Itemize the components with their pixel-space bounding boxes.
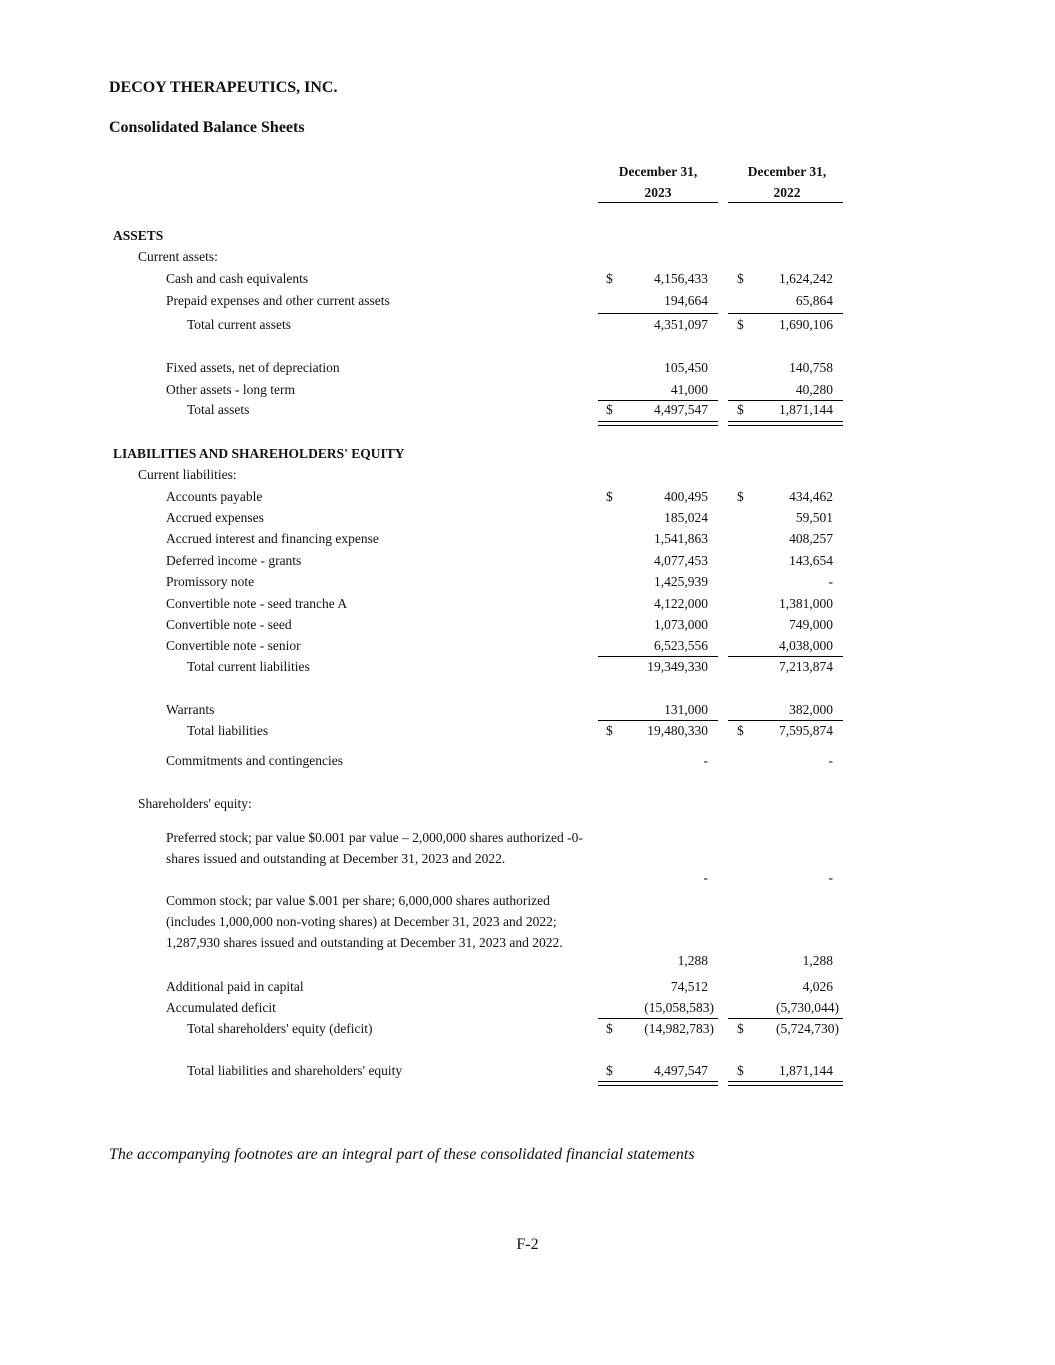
column-header-underline [598, 202, 718, 203]
currency-symbol: $ [737, 1021, 744, 1036]
table-row [0, 702, 1055, 720]
amount-2023: 1,288 [677, 953, 708, 968]
current-liabilities-heading-row [0, 467, 1055, 485]
amount-2023: 4,351,097 [654, 317, 708, 332]
row-label: Total assets [187, 402, 250, 417]
currency-symbol: $ [606, 489, 613, 504]
row-label: Warrants [166, 702, 215, 717]
table-row [0, 659, 1055, 677]
table-row [0, 531, 1055, 549]
row-label: Additional paid in capital [166, 979, 304, 994]
table-row [0, 382, 1055, 400]
amount-2023: 4,122,000 [654, 596, 708, 611]
preferred-stock-label: Preferred stock; par value $0.001 par value – 2,000,000 shares authorized -0- shares issued and outstanding at December 31, 2023 and 2022. [166, 830, 583, 866]
column-header-2022-year: 2022 [773, 185, 801, 200]
row-label: Prepaid expenses and other current assets [166, 293, 390, 308]
table-row [0, 723, 1055, 741]
assets-heading-row [0, 228, 1055, 246]
row-label: Convertible note - seed [166, 617, 292, 632]
liabilities-heading-row [0, 446, 1055, 464]
table-row [0, 617, 1055, 635]
amount-2022: 408,257 [789, 531, 833, 546]
subtotal-rule [728, 720, 843, 721]
amount-2022: 65,864 [795, 293, 833, 308]
subtotal-rule [728, 1018, 843, 1019]
footnote: The accompanying footnotes are an integral part of these consolidated financial statements [109, 1146, 695, 1163]
liabilities-heading: LIABILITIES AND SHAREHOLDERS' EQUITY [113, 446, 405, 461]
amount-2022: 1,690,106 [779, 317, 833, 332]
amount-2023: 19,480,330 [647, 723, 708, 738]
amount-2023: 194,664 [664, 293, 708, 308]
row-label: Total liabilities and shareholders' equity [187, 1063, 403, 1078]
column-header-2023-year: 2023 [644, 185, 672, 200]
table-row [0, 489, 1055, 507]
table-row [0, 638, 1055, 656]
table-row [0, 574, 1055, 592]
amount-2023: 185,024 [664, 510, 708, 525]
amount-2022: 1,381,000 [779, 596, 833, 611]
currency-symbol: $ [737, 1063, 744, 1078]
row-label: Convertible note - senior [166, 638, 301, 653]
subtotal-rule [598, 400, 718, 401]
company-name: DECOY THERAPEUTICS, INC. [109, 79, 338, 96]
amount-2023: 1,425,939 [654, 574, 708, 589]
table-row [0, 979, 1055, 997]
amount-2022: 1,871,144 [779, 1063, 833, 1078]
subtotal-rule [728, 656, 843, 657]
amount-2022: 143,654 [789, 553, 833, 568]
table-row [0, 553, 1055, 571]
table-row [0, 271, 1055, 289]
amount-2022: 749,000 [789, 617, 833, 632]
amount-2023: 400,495 [664, 489, 708, 504]
amount-2023: 1,541,863 [654, 531, 708, 546]
amount-2022: 382,000 [789, 702, 833, 717]
equity-heading: Shareholders' equity: [138, 796, 252, 811]
amount-2023: - [703, 753, 708, 768]
statement-title: Consolidated Balance Sheets [109, 119, 305, 136]
table-row [0, 293, 1055, 311]
amount-2022: 4,026 [802, 979, 833, 994]
amount-2022: 1,624,242 [779, 271, 833, 286]
amount-2022: 1,871,144 [779, 402, 833, 417]
subtotal-rule [598, 1018, 718, 1019]
row-label: Deferred income - grants [166, 553, 302, 568]
amount-2023: 41,000 [670, 382, 708, 397]
amount-2022: 140,758 [789, 360, 833, 375]
currency-symbol: $ [606, 1063, 613, 1078]
row-label: Accrued expenses [166, 510, 264, 525]
total-double-rule [728, 1081, 843, 1086]
equity-heading-row [0, 796, 1055, 814]
amount-2022: 1,288 [802, 953, 833, 968]
table-row [0, 870, 1055, 888]
amount-2022: 59,501 [795, 510, 833, 525]
amount-2023: 4,156,433 [654, 271, 708, 286]
amount-2022: (5,724,730) [776, 1021, 839, 1036]
row-label: Commitments and contingencies [166, 753, 343, 768]
table-row [0, 596, 1055, 614]
subtotal-rule [598, 313, 718, 314]
subtotal-rule [598, 720, 718, 721]
amount-2022: - [828, 753, 833, 768]
row-label: Cash and cash equivalents [166, 271, 309, 286]
table-row [0, 510, 1055, 528]
subtotal-rule [728, 313, 843, 314]
currency-symbol: $ [737, 317, 744, 332]
currency-symbol: $ [606, 723, 613, 738]
amount-2023: 105,450 [664, 360, 708, 375]
page-number: F-2 [516, 1236, 539, 1253]
currency-symbol: $ [737, 271, 744, 286]
row-label: Fixed assets, net of depreciation [166, 360, 340, 375]
common-stock-label: Common stock; par value $.001 per share; 6,000,000 shares authorized (includes 1,000,000 non-voting shares) at December 31, 2023 and 2022; 1,287,930 shares issued and outstanding at December 31, 2023 and 2022. [166, 893, 563, 950]
amount-2023: 131,000 [664, 702, 708, 717]
column-header-underline [728, 202, 843, 203]
column-header-2022-line1: December 31, [747, 164, 827, 179]
total-double-rule [598, 421, 718, 426]
amount-2022: 4,038,000 [779, 638, 833, 653]
table-row [0, 953, 1055, 971]
table-row [0, 1063, 1055, 1081]
row-label: Total current liabilities [187, 659, 310, 674]
current-assets-heading-row [0, 249, 1055, 267]
current-assets-heading: Current assets: [138, 249, 218, 264]
row-label: Accounts payable [166, 489, 263, 504]
row-label: Other assets - long term [166, 382, 295, 397]
amount-2022: 40,280 [795, 382, 833, 397]
currency-symbol: $ [606, 1021, 613, 1036]
amount-2023: (15,058,583) [644, 1000, 714, 1015]
currency-symbol: $ [737, 402, 744, 417]
currency-symbol: $ [606, 402, 613, 417]
row-label: Convertible note - seed tranche A [166, 596, 348, 611]
row-label: Promissory note [166, 574, 255, 589]
table-row [0, 402, 1055, 420]
total-double-rule [728, 421, 843, 426]
row-label: Total liabilities [187, 723, 269, 738]
currency-symbol: $ [606, 271, 613, 286]
amount-2022: (5,730,044) [776, 1000, 839, 1015]
table-row [0, 317, 1055, 335]
row-label: Accumulated deficit [166, 1000, 276, 1015]
subtotal-rule [728, 400, 843, 401]
table-row [0, 1021, 1055, 1039]
amount-2023: 4,497,547 [654, 1063, 708, 1078]
table-row [0, 360, 1055, 378]
amount-2023: 6,523,556 [654, 638, 708, 653]
amount-2022: - [828, 574, 833, 589]
total-double-rule [598, 1081, 718, 1086]
assets-heading: ASSETS [113, 228, 164, 243]
subtotal-rule [598, 656, 718, 657]
currency-symbol: $ [737, 723, 744, 738]
amount-2023: (14,982,783) [644, 1021, 714, 1036]
row-label: Total shareholders' equity (deficit) [187, 1021, 373, 1036]
amount-2022: - [828, 870, 833, 885]
amount-2023: - [703, 870, 708, 885]
amount-2023: 4,497,547 [654, 402, 708, 417]
currency-symbol: $ [737, 489, 744, 504]
current-liabilities-heading: Current liabilities: [138, 467, 237, 482]
amount-2022: 434,462 [789, 489, 833, 504]
amount-2022: 7,213,874 [779, 659, 833, 674]
amount-2023: 74,512 [670, 979, 708, 994]
amount-2022: 7,595,874 [779, 723, 833, 738]
column-header-2023-line1: December 31, [618, 164, 698, 179]
amount-2023: 1,073,000 [654, 617, 708, 632]
amount-2023: 19,349,330 [647, 659, 708, 674]
row-label: Accrued interest and financing expense [166, 531, 379, 546]
row-label: Total current assets [187, 317, 292, 332]
amount-2023: 4,077,453 [654, 553, 708, 568]
table-row [0, 753, 1055, 771]
table-row [0, 1000, 1055, 1018]
